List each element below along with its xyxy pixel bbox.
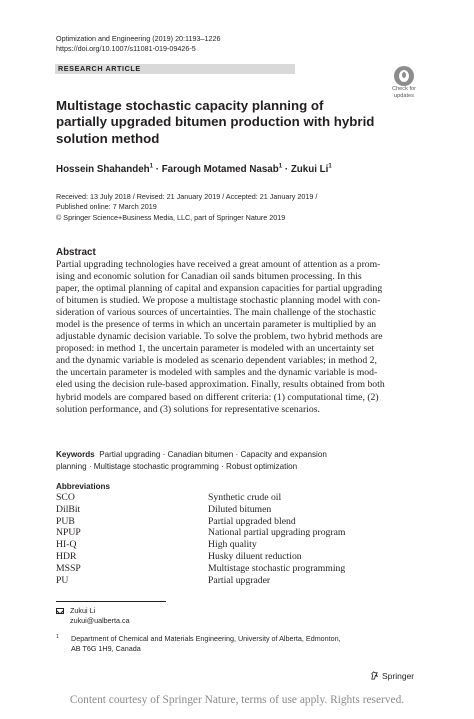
abbreviation-row bbox=[56, 492, 420, 504]
abstract-line: ising and economic solution for Canadian oil sands bitumen processing. In this bbox=[56, 271, 362, 283]
abbreviation-code: HI-Q bbox=[56, 539, 77, 551]
springer-horse-icon bbox=[370, 671, 379, 680]
abbreviation-code: HDR bbox=[56, 550, 77, 562]
abstract-line: solution performance, and (3) solutions for representative scenarios. bbox=[56, 403, 320, 415]
abstract-line: hybrid models are compared based on different criteria: (1) computational time, (2) bbox=[56, 391, 379, 403]
check-for-updates-badge[interactable] bbox=[386, 66, 422, 102]
abstract-line: the uncertain parameter is modeled with samples and the dynamic variable is mod- bbox=[56, 367, 378, 379]
abbreviation-description: National partial upgrading program bbox=[208, 527, 346, 539]
abbreviation-code: MSSP bbox=[56, 562, 81, 574]
abstract-line: of bitumen is studied. We propose a multistage stochastic planning model with con- bbox=[56, 295, 381, 307]
abbreviation-description: Husky diluent reduction bbox=[208, 550, 302, 562]
keywords-label: Keywords bbox=[56, 450, 95, 459]
abbreviation-description: Multistage stochastic programming bbox=[208, 562, 346, 574]
abbreviation-description: High quality bbox=[208, 539, 257, 551]
author-name[interactable]: Zukui Li bbox=[290, 164, 329, 175]
abbreviation-code: PUB bbox=[56, 515, 75, 527]
publication-history bbox=[56, 192, 376, 223]
abbreviations-table bbox=[56, 492, 420, 586]
check-for-updates-label: Check for updates bbox=[392, 86, 416, 99]
abbreviation-code: DilBit bbox=[56, 503, 81, 515]
copyright-notice: © Springer Science+Business Media, LLC, part of Springer Nature 2019 bbox=[56, 212, 286, 222]
courtesy-watermark: Content courtesy of Springer Nature, terms of use apply. Rights reserved. bbox=[69, 694, 405, 706]
abbreviation-description: Diluted bitumen bbox=[208, 503, 272, 515]
author-list bbox=[56, 164, 332, 176]
abbreviation-row bbox=[56, 504, 420, 516]
publisher-logo bbox=[370, 670, 414, 682]
abstract-line: model is the presence of terms in which an uncertain parameter is multiplied by an bbox=[56, 319, 377, 331]
keywords-text: planning · Multistage stochastic programming · Robust optimization bbox=[56, 462, 298, 471]
publisher-name: Springer bbox=[382, 671, 415, 681]
author-affiliation-marker: 1 bbox=[278, 163, 283, 170]
abstract-line: Partial upgrading technologies have received a great amount of attention as a prom- bbox=[56, 259, 381, 270]
author-affiliation-marker: 1 bbox=[149, 163, 153, 170]
abstract-body bbox=[56, 259, 420, 416]
author-separator: · bbox=[152, 164, 162, 175]
affiliation-text: Department of Chemical and Materials Engineering, University of Alberta, Edmonton, AB T6G 1H9, Canada bbox=[71, 634, 341, 654]
keywords-section bbox=[56, 449, 420, 473]
abstract-line: adjustable dynamic decision variable. To solve the problem, two hybrid methods are bbox=[56, 331, 383, 343]
check-for-updates-icon bbox=[394, 66, 414, 86]
doi-link[interactable]: https://doi.org/10.1007/s11081-019-09426-5 bbox=[56, 44, 196, 53]
author-affiliation-marker: 1 bbox=[328, 163, 332, 170]
affiliation-number: 1 bbox=[56, 634, 59, 640]
paper-title: Multistage stochastic capacity planning of partially upgraded bitumen production with hybrid solution method bbox=[56, 98, 375, 146]
abbreviation-code: PU bbox=[56, 574, 69, 586]
author-name[interactable]: Hossein Shahandeh bbox=[56, 164, 150, 175]
journal-reference: Optimization and Engineering (2019) 20:1193–1226 bbox=[56, 34, 221, 43]
abbreviation-description: Partial upgrader bbox=[208, 574, 271, 586]
abstract-line: proposed: in method 1, the uncertain parameter is modeled with an uncertainty set bbox=[56, 343, 375, 355]
footnote-divider bbox=[56, 601, 166, 602]
abbreviation-row bbox=[56, 539, 420, 551]
contact-name: Zukui Li bbox=[70, 606, 96, 615]
abbreviation-row bbox=[56, 575, 420, 587]
abbreviations-heading: Abbreviations bbox=[56, 482, 110, 491]
history-dates: Received: 13 July 2018 / Revised: 21 January 2019 / Accepted: 21 January 2019 / bbox=[56, 192, 318, 201]
abstract-line: paper, the optimal planning of capital and expansion capacities for partial upgrading bbox=[56, 283, 383, 295]
envelope-icon bbox=[56, 608, 64, 614]
abstract-heading: Abstract bbox=[56, 247, 96, 258]
abbreviation-row bbox=[56, 551, 420, 563]
abstract-line: eled using the decision rule-based approximation. Finally, results obtained from both bbox=[56, 379, 385, 391]
contact-email[interactable]: zukui@ualberta.ca bbox=[70, 616, 130, 626]
abbreviation-description: Synthetic crude oil bbox=[208, 492, 282, 503]
keywords-text: Partial upgrading · Canadian bitumen · Capacity and expansion bbox=[99, 450, 327, 459]
abstract-line: and the dynamic variable is modeled as scenario dependent variables; in method 2, bbox=[56, 355, 377, 367]
abbreviation-row bbox=[56, 563, 420, 575]
author-separator: · bbox=[282, 164, 291, 175]
journal-citation bbox=[56, 34, 221, 54]
abbreviation-row bbox=[56, 527, 420, 539]
abstract-line: sideration of various sources of uncertainties. The main challenge of the stochastic bbox=[56, 307, 376, 319]
abbreviation-code: NPUP bbox=[56, 527, 81, 539]
author-name[interactable]: Farough Motamed Nasab bbox=[161, 164, 279, 175]
abbreviation-row bbox=[56, 516, 420, 528]
abbreviation-description: Partial upgraded blend bbox=[208, 515, 296, 527]
abbreviation-code: SCO bbox=[56, 492, 75, 503]
article-type-label: RESEARCH ARTICLE bbox=[58, 64, 141, 73]
published-online: Published online: 7 March 2019 bbox=[56, 202, 157, 212]
